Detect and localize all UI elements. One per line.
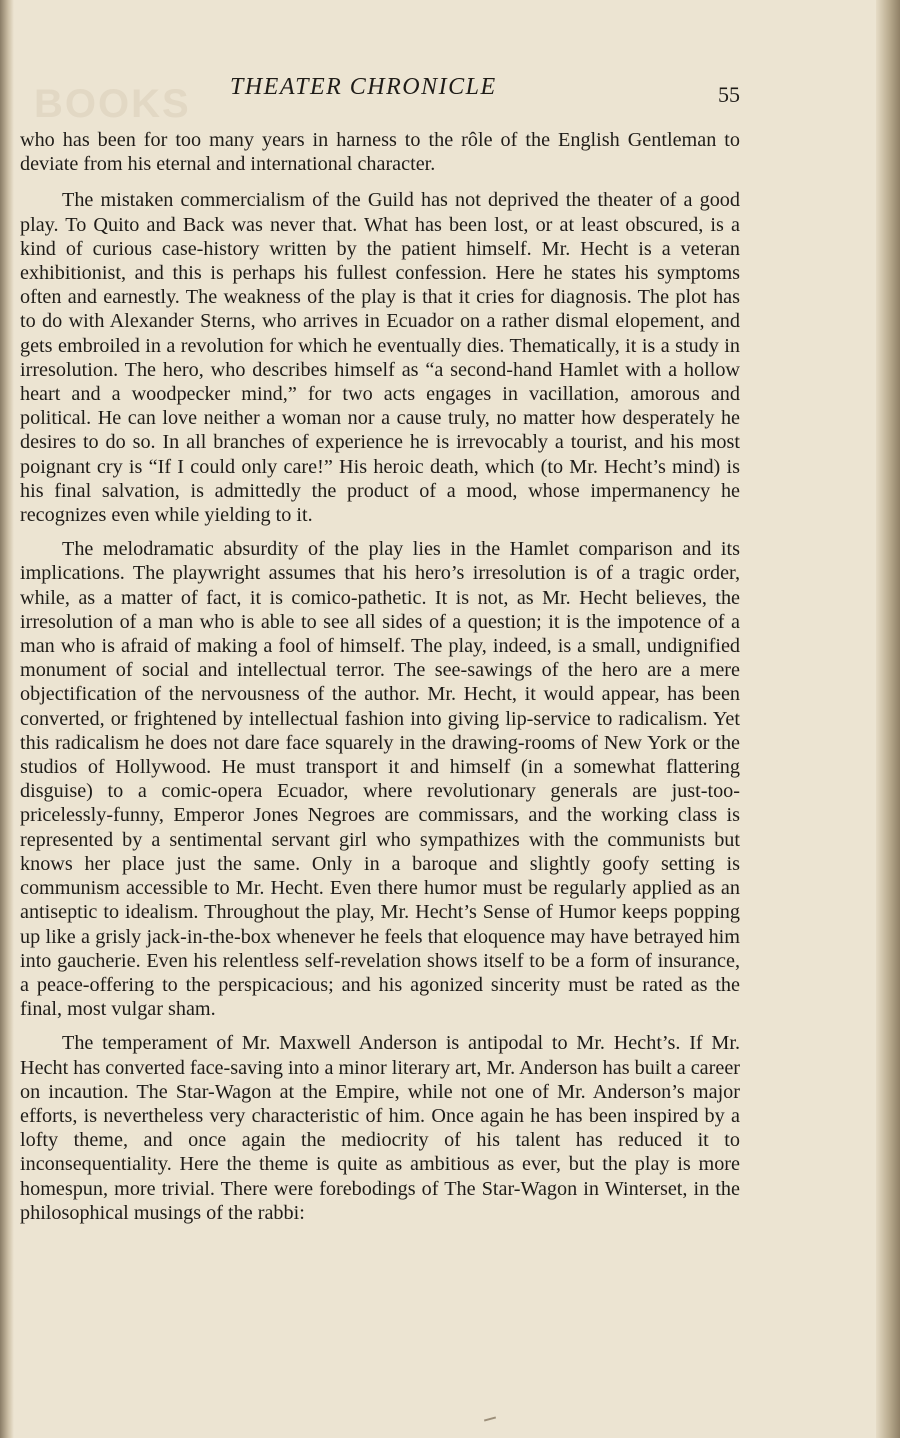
- paragraph-quito-and-back: The mistaken commercialism of the Guild has not deprived the theater of a good play. To Quito and Back was never that. What has been lost, or at least obscured, is a kind of curious case-history written by the patient himself. Mr. Hecht is a veteran exhibitionist, and this is perhaps his fullest confession. Here he states his symptoms often and earnestly. The weakness of the play is that it cries for diagnosis. The plot has to do with Alexander Sterns, who arrives in Ecuador on a rather dismal elopement, and gets embroiled in a revolution for which he eventually dies. Thematically, it is a study in irresolution. The hero, who describes himself as “a second-hand Hamlet with a hollow heart and a woodpecker mind,” for two acts engages in vacillation, amorous and political. He can love neither a woman nor a cause truly, no matter how desperately he desires to do so. In all branches of experience he is irrevocably a tourist, and his most poignant cry is “If I could only care!” His heroic death, which (to Mr. Hecht’s mind) is his final salvation, is admittedly the product of a mood, whose impermanency he recognizes even while yielding to it.: [20, 189, 740, 527]
- paragraph-hamlet-comparison: The melodramatic absurdity of the play lies in the Hamlet comparison and its implications. The playwright assumes that his hero’s irresolution is of a tragic order, while, as a matter of fact, it is comico-pathetic. It is not, as Mr. Hecht believes, the irresolution of a man who is able to see all sides of a question; it is the impotence of a man who is afraid of making a fool of himself. The play, indeed, is a small, undignified monument of social and intellectual terror. The see-sawings of the hero are a mere objectification of the nervousness of the author. Mr. Hecht, it would appear, has been converted, or frightened by intellectual fashion into giving lip-service to radicalism. Yet this radicalism he does not dare face squarely in the drawing-rooms of New York or the studios of Hollywood. He must transport it and himself (in a somewhat flattering disguise) to a comic-opera Ecuador, where revolutionary generals are just-too-pricelessly-funny, Emperor Jones Negroes are commissars, and the working class is represented by a sentimental servant girl who sympathizes with the communists but knows her place just the same. Only in a baroque and slightly goofy setting is communism accessible to Mr. Hecht. Even there humor must be regularly applied as an antiseptic to idealism. Throughout the play, Mr. Hecht’s Sense of Humor keeps popping up like a grisly jack-in-the-box whenever he feels that eloquence may have betrayed him into gaucherie. Even his relentless self-revelation shows itself to be a form of insurance, a peace-offering to the perspicacious; and his agonized sincerity must be rated as the final, most vulgar sham.: [20, 538, 740, 1021]
- page-edge-shadow: [876, 0, 900, 1438]
- running-head: THEATER CHRONICLE: [230, 74, 497, 100]
- paragraph-continuation: who has been for too many years in harness to the rôle of the English Gentleman to deviate from his eternal and international character.: [20, 129, 740, 176]
- ink-mark: [484, 1416, 496, 1421]
- paragraph-star-wagon: The temperament of Mr. Maxwell Anderson is antipodal to Mr. Hecht’s. If Mr. Hecht has converted face-saving into a minor literary art, Mr. Anderson has built a career on incaution. The Star-Wagon at the Empire, while not one of Mr. Anderson’s major efforts, is nevertheless very characteristic of him. Once again he has been inspired by a lofty theme, and once again the mediocrity of his talent has reduced it to inconsequentiality. Here the theme is quite as ambitious as ever, but the play is more homespun, more trivial. There were forebodings of The Star-Wagon in Winterset, in the philosophical musings of the rabbi:: [20, 1032, 740, 1224]
- bleed-through-text: BOOKS: [34, 82, 191, 126]
- book-spine-shadow: [0, 0, 14, 1438]
- page-number: 55: [718, 82, 740, 107]
- article-body: [20, 128, 740, 1235]
